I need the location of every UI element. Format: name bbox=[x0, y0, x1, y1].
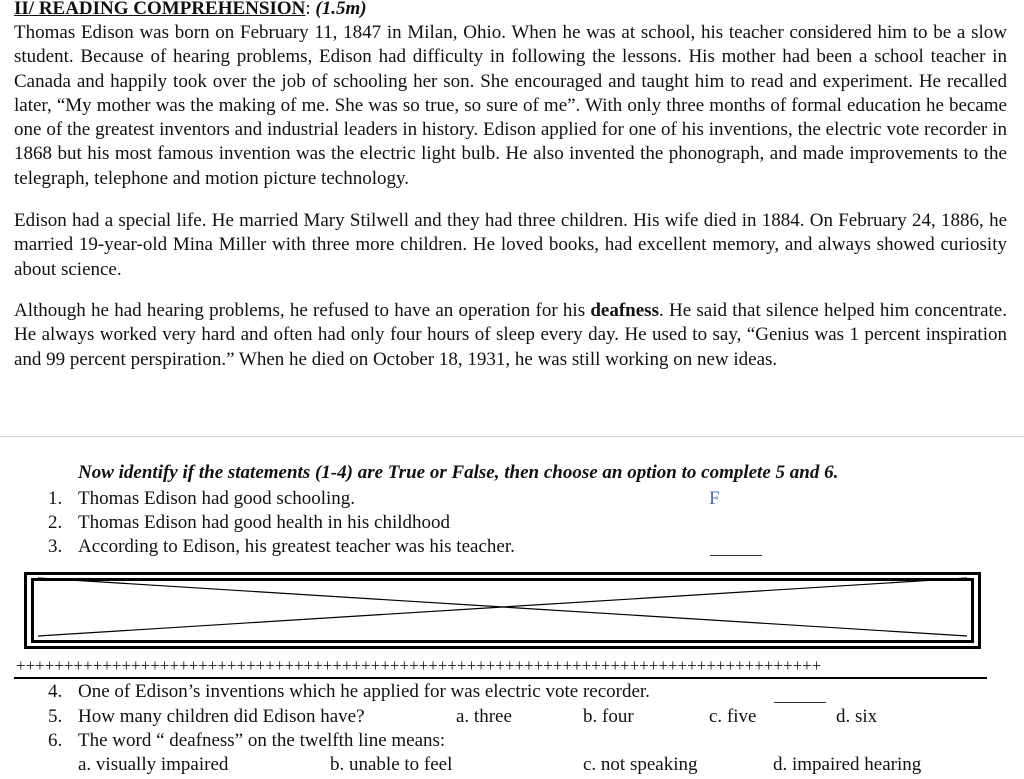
p3-text-before: Although he had hearing problems, he refused to have an operation for his bbox=[14, 300, 591, 321]
option-q6-d[interactable]: d. impaired hearing bbox=[773, 754, 922, 775]
section-heading bbox=[14, 0, 367, 20]
question-text: The word “ deafness” on the twelfth line means: bbox=[78, 730, 446, 751]
plus-separator: ++++++++++++++++++++++++++++++++++++++++++++++++++++++++++++++++++++++++++++++++++++ bbox=[16, 656, 822, 675]
heading-score: (1.5m) bbox=[315, 0, 367, 19]
question-text: Thomas Edison had good health in his childhood bbox=[78, 512, 451, 533]
separator-underline bbox=[14, 677, 987, 679]
question-number: 1. bbox=[48, 488, 63, 509]
p3-text-after: . He said that silence helped him concentrate. He always worked very hard and often had only four hours of sleep every day. He used to say, “Genius was 1 percent inspiration and 99 percent perspiration.” When he died on October 18, 1931, he was still working on new ideas. bbox=[14, 300, 1007, 370]
passage-paragraph-1: Thomas Edison was born on February 11, 1847 in Milan, Ohio. When he was at school, his teacher considered him to be a slow student. Because of hearing problems, Edison had difficulty in following the lessons. His mother had been a school teacher in Canada and happily took over the job of schooling her son. She encouraged and taught him to read and experiment. He recalled later, “My mother was the making of me. She was so true, so sure of me”. With only three months of formal education he became one of the greatest inventors and industrial leaders in history. Edison applied for one of his inventions, the electric vote recorder in 1868 but his most famous invention was the electric light bulb. He also invented the phonograph, and made improvements to the telegraph, telephone and motion picture technology. bbox=[14, 22, 1007, 189]
passage-paragraph-2: Edison had a special life. He married Mary Stilwell and they had three children. His wife died in 1884. On February 24, 1886, he married 19-year-old Mina Miller with three more children. He loved books, had excellent memory, and always showed curiosity about science. bbox=[14, 210, 1007, 280]
option-q5-c[interactable]: c. five bbox=[709, 706, 757, 727]
option-q6-a[interactable]: a. visually impaired bbox=[78, 754, 229, 775]
question-text: Thomas Edison had good schooling. bbox=[78, 488, 356, 509]
option-q5-d[interactable]: d. six bbox=[836, 706, 878, 727]
p3-bold-word: deafness bbox=[590, 300, 659, 321]
passage-paragraph-3 bbox=[14, 299, 1007, 372]
option-q5-b[interactable]: b. four bbox=[583, 706, 634, 727]
answer-q1[interactable]: F bbox=[709, 488, 720, 509]
answer-blank-q3[interactable] bbox=[710, 555, 762, 556]
option-q6-b[interactable]: b. unable to feel bbox=[330, 754, 453, 775]
question-number: 2. bbox=[48, 512, 63, 533]
question-text: One of Edison’s inventions which he applied for was electric vote recorder. bbox=[78, 681, 650, 702]
heading-colon: : bbox=[305, 0, 316, 19]
heading-title: II/ READING COMPREHENSION bbox=[14, 0, 306, 19]
answer-blank-q4[interactable] bbox=[774, 702, 826, 703]
question-number: 5. bbox=[48, 706, 63, 727]
question-text: How many children did Edison have? bbox=[78, 706, 365, 727]
question-number: 3. bbox=[48, 536, 63, 557]
question-number: 4. bbox=[48, 681, 63, 702]
instructions: Now identify if the statements (1-4) are True or False, then choose an option to complete 5 and 6. bbox=[78, 462, 839, 483]
page-divider bbox=[0, 436, 1024, 437]
option-q5-a[interactable]: a. three bbox=[456, 706, 512, 727]
option-q6-c[interactable]: c. not speaking bbox=[583, 754, 698, 775]
cross-out-lines bbox=[24, 572, 981, 649]
question-text: According to Edison, his greatest teacher was his teacher. bbox=[78, 536, 515, 557]
question-number: 6. bbox=[48, 730, 63, 751]
